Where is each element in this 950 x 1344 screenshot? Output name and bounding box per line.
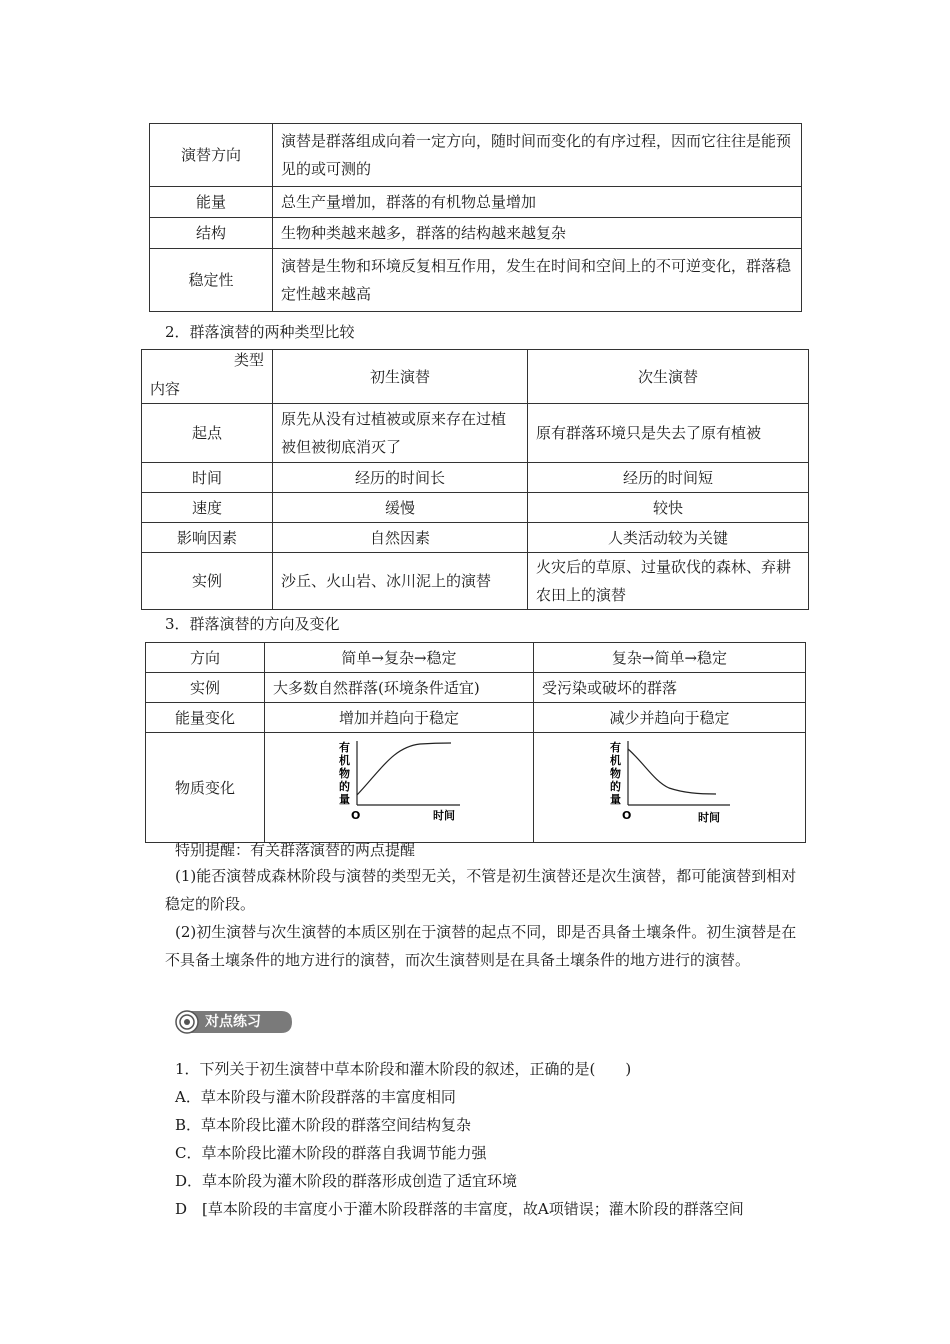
table-row xyxy=(142,463,809,493)
row-key: 能量 xyxy=(150,187,273,218)
cell-primary: 自然因素 xyxy=(273,523,528,553)
cell-left: 简单→复杂→稳定 xyxy=(265,643,534,673)
cell-right: 减少并趋向于稳定 xyxy=(534,703,806,733)
option-a: A．草本阶段与灌木阶段群落的丰富度相同 xyxy=(175,1088,456,1106)
row-value: 演替是群落组成向着一定方向，随时间而变化的有序过程，因而它往往是能预见的或可测的 xyxy=(273,124,802,187)
graph-origin: O xyxy=(351,809,361,822)
cell-primary: 原先从没有过植被或原来存在过植被但被彻底消灭了 xyxy=(273,404,528,463)
table-row xyxy=(146,703,806,733)
table-row xyxy=(146,733,806,843)
row-key: 方向 xyxy=(146,643,265,673)
cell-primary: 缓慢 xyxy=(273,493,528,523)
cell-secondary: 原有群落环境只是失去了原有植被 xyxy=(528,404,809,463)
corner-top-label: 类型 xyxy=(233,351,264,369)
table-row xyxy=(142,493,809,523)
graph-xlabel: 时间 xyxy=(433,809,455,822)
table-row xyxy=(142,523,809,553)
table-row xyxy=(146,673,806,703)
cell-secondary: 人类活动较为关键 xyxy=(528,523,809,553)
table-row xyxy=(150,187,802,218)
cell-right: 受污染或破坏的群落 xyxy=(534,673,806,703)
row-key: 演替方向 xyxy=(150,124,273,187)
corner-bottom-label: 内容 xyxy=(150,380,181,398)
column-header: 次生演替 xyxy=(528,350,809,404)
decrease-graph xyxy=(534,733,804,833)
ylabel-char: 物 xyxy=(339,767,350,780)
question-stem: 1．下列关于初生演替中草本阶段和灌木阶段的叙述，正确的是( ) xyxy=(175,1060,632,1078)
row-value: 总生产量增加，群落的有机物总量增加 xyxy=(273,187,802,218)
notes-title: 特别提醒：有关群落演替的两点提醒 xyxy=(175,841,416,859)
succession-types-table xyxy=(141,349,809,610)
ylabel-char: 有 xyxy=(610,741,621,754)
ylabel-char: 量 xyxy=(610,793,621,806)
table-row xyxy=(146,643,806,673)
increase-curve xyxy=(357,743,451,795)
increase-graph-cell xyxy=(265,733,534,843)
row-key: 时间 xyxy=(142,463,273,493)
graph-ylabel xyxy=(339,740,350,806)
answer-explanation: D [草本阶段的丰富度小于灌木阶段群落的丰富度，故A项错误；灌木阶段的群落空间 xyxy=(175,1200,744,1218)
column-header: 初生演替 xyxy=(273,350,528,404)
section3-heading: 3．群落演替的方向及变化 xyxy=(165,615,340,633)
option-b: B．草本阶段比灌木阶段的群落空间结构复杂 xyxy=(175,1116,472,1134)
cell-left: 增加并趋向于稳定 xyxy=(265,703,534,733)
cell-primary: 沙丘、火山岩、冰川泥上的演替 xyxy=(273,553,528,610)
section2-heading: 2．群落演替的两种类型比较 xyxy=(165,323,355,341)
row-key: 实例 xyxy=(142,553,273,610)
table-header-row xyxy=(142,350,809,404)
row-value: 演替是生物和环境反复相互作用，发生在时间和空间上的不可逆变化，群落稳定性越来越高 xyxy=(273,249,802,312)
row-key: 结构 xyxy=(150,218,273,249)
cell-secondary: 经历的时间短 xyxy=(528,463,809,493)
practice-badge xyxy=(175,1010,293,1034)
cell-right: 复杂→简单→稳定 xyxy=(534,643,806,673)
ylabel-char: 机 xyxy=(610,754,621,767)
cell-secondary: 较快 xyxy=(528,493,809,523)
note-paragraph-1: (1)能否演替成森林阶段与演替的类型无关，不管是初生演替还是次生演替，都可能演替到相对稳定的阶段。 xyxy=(165,867,797,913)
ylabel-char: 量 xyxy=(339,793,350,806)
graph-ylabel xyxy=(610,740,621,806)
row-key: 实例 xyxy=(146,673,265,703)
graph-xlabel: 时间 xyxy=(698,811,720,824)
row-value: 生物种类越来越多，群落的结构越来越复杂 xyxy=(273,218,802,249)
decrease-graph-cell xyxy=(534,733,806,843)
graph-origin: O xyxy=(622,809,632,822)
row-key: 稳定性 xyxy=(150,249,273,312)
option-d: D．草本阶段为灌木阶段的群落形成创造了适宜环境 xyxy=(175,1172,518,1190)
table-row xyxy=(142,553,809,610)
ylabel-char: 物 xyxy=(610,767,621,780)
row-key: 物质变化 xyxy=(146,733,265,843)
table-row xyxy=(150,124,802,187)
table-row xyxy=(150,249,802,312)
ylabel-char: 机 xyxy=(339,754,350,767)
row-key: 影响因素 xyxy=(142,523,273,553)
cell-primary: 经历的时间长 xyxy=(273,463,528,493)
cell-secondary: 火灾后的草原、过量砍伐的森林、弃耕农田上的演替 xyxy=(528,553,809,610)
increase-graph xyxy=(265,733,533,833)
practice-badge-label: 对点练习 xyxy=(205,1014,261,1030)
row-key: 能量变化 xyxy=(146,703,265,733)
row-key: 起点 xyxy=(142,404,273,463)
succession-features-table xyxy=(149,123,802,312)
ylabel-char: 的 xyxy=(610,780,621,793)
ylabel-char: 的 xyxy=(339,780,350,793)
option-c: C．草本阶段比灌木阶段的群落自我调节能力强 xyxy=(175,1144,487,1162)
cell-left: 大多数自然群落(环境条件适宜) xyxy=(265,673,534,703)
table-row xyxy=(150,218,802,249)
ylabel-char: 有 xyxy=(339,741,350,754)
succession-direction-table xyxy=(145,642,806,843)
decrease-curve xyxy=(628,749,716,794)
note-paragraph-2: (2)初生演替与次生演替的本质区别在于演替的起点不同，即是否具备土壤条件。初生演替是在不具备土壤条件的地方进行的演替，而次生演替则是在具备土壤条件的地方进行的演替。 xyxy=(165,923,797,969)
table-row xyxy=(142,404,809,463)
diagonal-header-cell xyxy=(142,350,273,404)
row-key: 速度 xyxy=(142,493,273,523)
